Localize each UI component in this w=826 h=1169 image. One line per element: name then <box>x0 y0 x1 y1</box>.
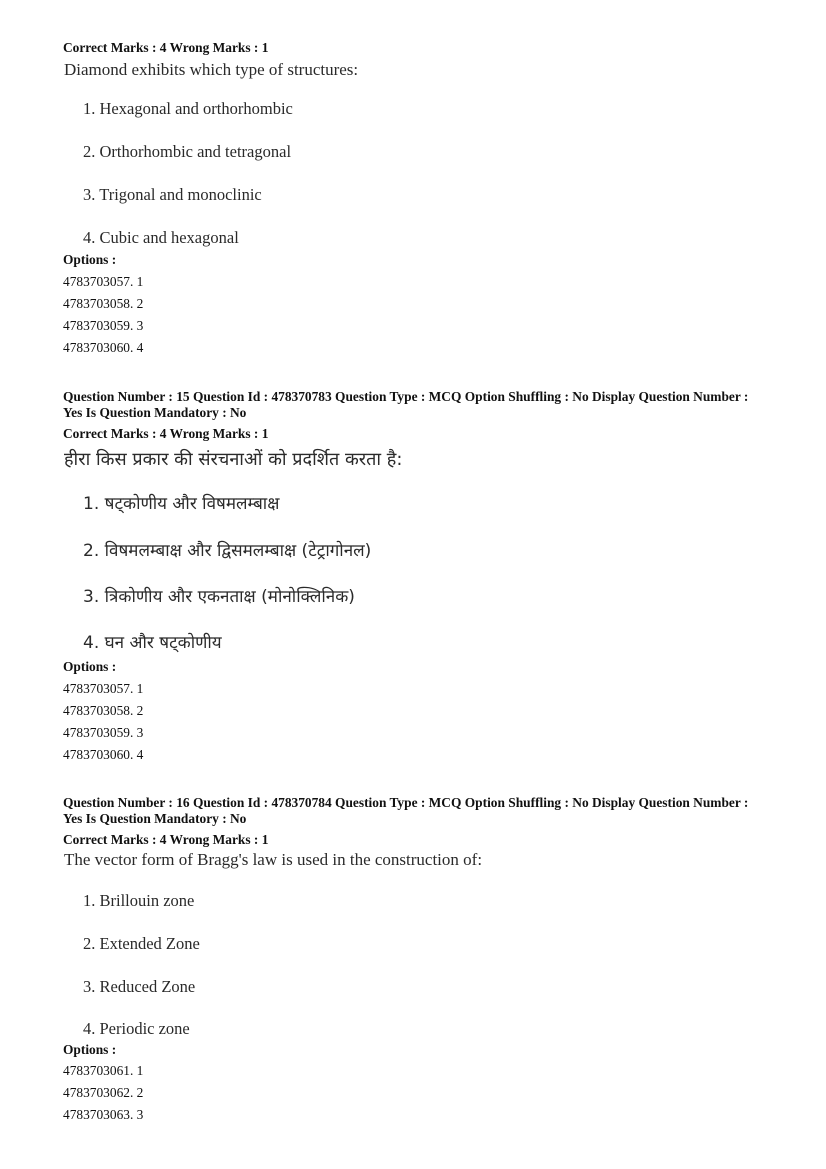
correct-marks-line: Correct Marks : 4 Wrong Marks : 1 <box>63 832 269 847</box>
question-option: 2. Extended Zone <box>83 934 200 953</box>
question-option: 2. Orthorhombic and tetragonal <box>83 142 292 161</box>
question-option: 2. विषमलम्बाक्ष और द्विसमलम्बाक्ष (टेट्रागोनल) <box>83 541 372 561</box>
question-option: 4. Cubic and hexagonal <box>83 228 239 247</box>
question-text: हीरा किस प्रकार की संरचनाओं को प्रदर्शित करता है: <box>64 449 403 470</box>
option-id-row: 4783703061. 1 <box>63 1063 144 1078</box>
question-option: 3. त्रिकोणीय और एकनताक्ष (मोनोक्लिनिक) <box>83 587 355 607</box>
option-id-row: 4783703058. 2 <box>63 296 144 311</box>
option-id-row: 4783703058. 2 <box>63 703 144 718</box>
options-label: Options : <box>63 659 117 674</box>
question-text: The vector form of Bragg's law is used in the construction of: <box>64 850 483 869</box>
question-option: 1. षट्कोणीय और विषमलम्बाक्ष <box>83 494 280 514</box>
question-option: 4. Periodic zone <box>83 1019 190 1038</box>
correct-marks-line: Correct Marks : 4 Wrong Marks : 1 <box>63 426 269 441</box>
correct-marks-line: Correct Marks : 4 Wrong Marks : 1 <box>63 40 269 55</box>
question-option: 3. Trigonal and monoclinic <box>83 185 262 204</box>
question-option: 4. घन और षट्कोणीय <box>83 633 222 653</box>
options-label: Options : <box>63 252 117 267</box>
question-option: 1. Hexagonal and orthorhombic <box>83 99 293 118</box>
question-header: Question Number : 16 Question Id : 478370784 Question Type : MCQ Option Shuffling : No Display Question Number : Yes Is Question Mandatory : No <box>63 795 749 826</box>
options-label: Options : <box>63 1042 117 1057</box>
option-id-row: 4783703060. 4 <box>63 340 144 355</box>
question-text: Diamond exhibits which type of structures: <box>64 60 359 79</box>
question-option: 3. Reduced Zone <box>83 977 196 996</box>
option-id-row: 4783703059. 3 <box>63 318 144 333</box>
option-id-row: 4783703063. 3 <box>63 1107 144 1122</box>
option-id-row: 4783703057. 1 <box>63 681 144 696</box>
option-id-row: 4783703059. 3 <box>63 725 144 740</box>
question-option: 1. Brillouin zone <box>83 891 195 910</box>
option-id-row: 4783703057. 1 <box>63 274 144 289</box>
option-id-row: 4783703060. 4 <box>63 747 144 762</box>
question-header: Question Number : 15 Question Id : 478370783 Question Type : MCQ Option Shuffling : No Display Question Number : Yes Is Question Mandatory : No <box>63 389 749 420</box>
option-id-row: 4783703062. 2 <box>63 1085 144 1100</box>
